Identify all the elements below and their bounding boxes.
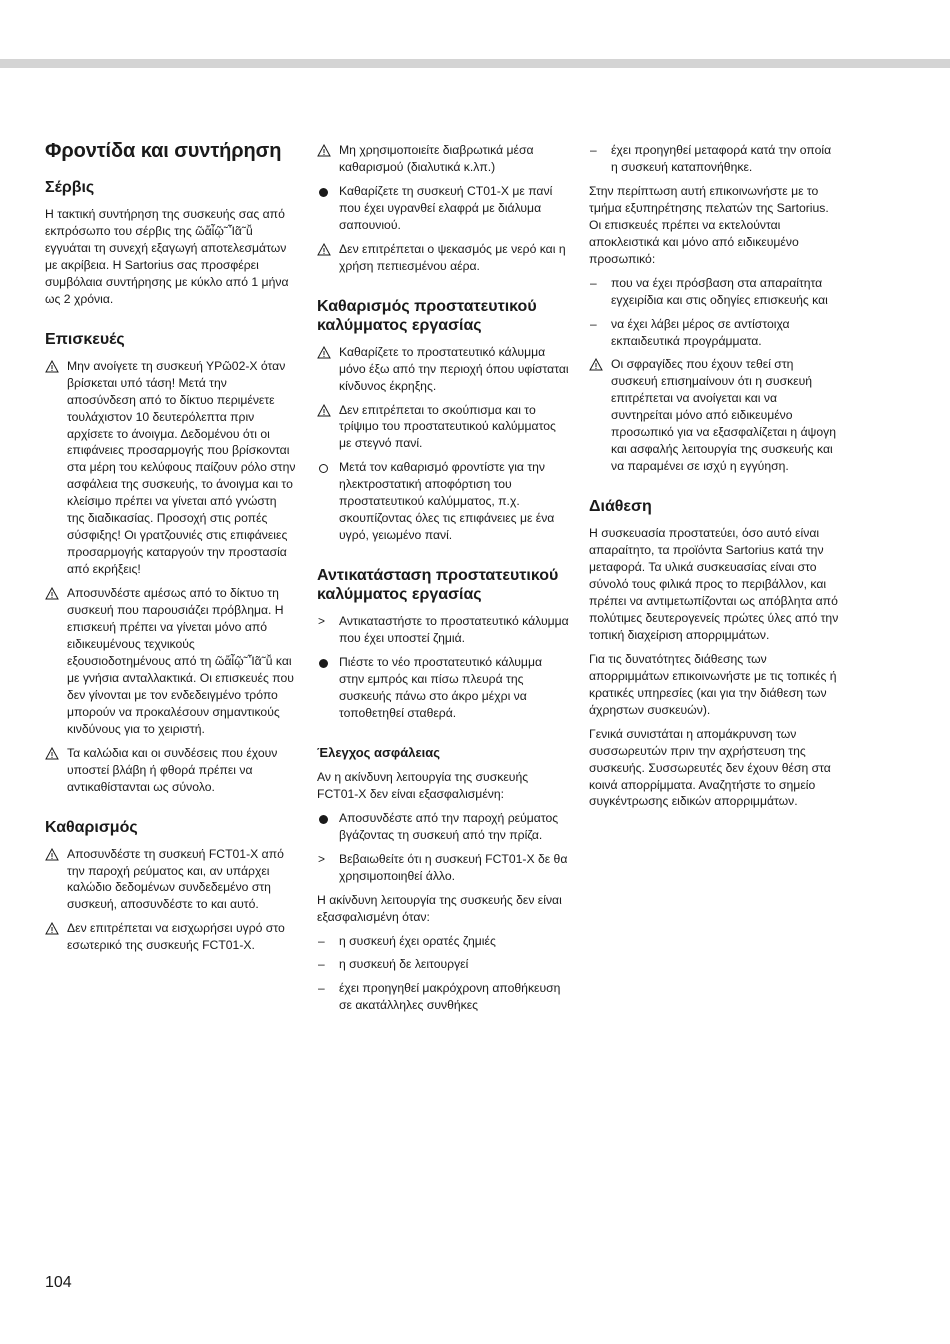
dash-marker: – xyxy=(590,316,597,331)
list-item xyxy=(317,851,569,885)
warning-icon xyxy=(317,404,331,417)
heading-cover-cleaning: Καθαρισμός προστατευτικού καλύμματος εργασίας xyxy=(317,297,537,334)
warning-icon xyxy=(317,243,331,256)
bullet-icon xyxy=(319,815,328,824)
heading-cleaning: Καθαρισμός xyxy=(45,818,138,836)
list-item-text: έχει προηγηθεί μεταφορά κατά την οποία η συσκευή καταπονήθηκε. xyxy=(611,143,832,174)
arrow-marker: > xyxy=(318,851,326,866)
heading-cover-replacement: Αντικατάσταση προστατευτικού καλύμματος εργασίας xyxy=(317,567,559,604)
list-item-text: Οι σφραγίδες που έχουν τεθεί στη συσκευή επισημαίνουν ότι η συσκευή επιτρέπεται να ανοίγεται και να συντηρείται μόνο από ειδικευμένο προσωπικό για να εξασφαλίζεται η άψογη και ασφαλής λειτουργία της συσκευής και να παραμένει σε ισχύ η εγγύηση. xyxy=(611,357,836,474)
safety-intro-2: Η ακίνδυνη λειτουργία της συσκευής δεν είναι εξασφαλισμένη όταν: xyxy=(317,892,562,924)
contact-text: Στην περίπτωση αυτή επικοινωνήστε με το τμήμα εξυπηρέτησης πελατών της Sartorius. Οι επισκευές πρέπει να εκτελούνται αποκλειστικά και μόνο από ειδικευμένο προσωπικό: xyxy=(589,183,829,266)
heading-safety-check: Έλεγχος ασφάλειας xyxy=(317,744,440,760)
list-item xyxy=(589,316,841,350)
list-item-text: Τα καλώδια και οι συνδέσεις που έχουν υποστεί βλάβη ή φθορά πρέπει να αντικαθίστανται ως σύνολο. xyxy=(67,745,278,794)
list-item-text: Αντικαταστήστε το προστατευτικό κάλυμμα που έχει υποστεί ζημιά. xyxy=(339,614,569,646)
service-text: Η τακτική συντήρηση της συσκευής σας από εκπρόσωπο του σέρβις της ῶἄἶῷ˜Ἶᾶ˜ǚ εγγυάται τη συνεχή εξαγωγή αποτελεσμάτων με ακρίβεια. Η Sartorius σας προσφέρει συμβόλαια συντήρησης με κύκλο από 1 μήνα ως 2 χρόνια. xyxy=(45,207,289,306)
dash-marker: – xyxy=(590,143,597,157)
list-item xyxy=(317,956,569,973)
circle-icon xyxy=(319,464,328,473)
disposal-paragraph: Γενικά συνιστάται η απομάκρυνση των συσσωρευτών πριν την αχρήστευση της συσκευής. Συσσωρευτές δεν έχουν θέση στα κοινά απορρίμματα. Αναζητήστε το σημείο συγκέντρωσης ειδικών απορριμμάτων. xyxy=(589,726,831,809)
list-item xyxy=(317,241,569,275)
list-item-text: Δεν επιτρέπεται το σκούπισμα και το τρίψιμο του προστατευτικού καλύμματος με στεγνό πανί. xyxy=(339,402,556,451)
list-item-text: Μη χρησιμοποιείτε διαβρωτικά μέσα καθαρισμού (διαλυτικά κ.λπ.) xyxy=(339,143,534,174)
page-title: Φροντίδα και συντήρηση xyxy=(45,140,282,162)
warning-icon xyxy=(45,747,59,760)
list-item xyxy=(45,846,297,914)
column-3 xyxy=(589,142,841,817)
list-item xyxy=(317,142,569,176)
bullet-icon xyxy=(319,659,328,668)
list-item-text: Πιέστε το νέο προστατευτικό κάλυμμα στην εμπρός και πίσω πλευρά της συσκευής πάνω στο άκρο μέχρι να τοποθετηθεί σταθερά. xyxy=(339,655,543,720)
column-1 xyxy=(45,138,297,961)
dash-marker: – xyxy=(318,933,325,948)
page-number: 104 xyxy=(45,1274,72,1291)
list-item xyxy=(45,585,297,738)
list-item-text: η συσκευή δε λειτουργεί xyxy=(339,957,469,972)
list-item xyxy=(317,344,569,395)
top-rule xyxy=(0,59,950,68)
list-item xyxy=(317,459,569,544)
list-item xyxy=(317,980,569,1014)
list-item xyxy=(317,933,569,950)
disposal-paragraph: Η συσκευασία προστατεύει, όσο αυτό είναι απαραίτητο, τα προϊόντα Sartorius κατά την μεταφορά. Τα υλικά συσκευασίας είναι στο σύνολό τους φιλικά προς το περιβάλλον, και πρέπει να αντιμετωπίζονται ως απόβλητα από πολύτιμες δευτερογενείς πρώτες ύλες από την τοπική διαχείριση απορριμμάτων. xyxy=(589,526,839,642)
list-item xyxy=(589,356,841,475)
list-item-text: Καθαρίζετε τη συσκευή ϹΤ01-Χ με πανί που έχει υγρανθεί ελαφρά με διάλυμα σαπουνιού. xyxy=(339,183,553,232)
list-item xyxy=(589,142,841,176)
dash-marker: – xyxy=(318,981,325,996)
dash-marker: – xyxy=(318,957,325,972)
heading-service: Σέρβις xyxy=(45,179,95,196)
warning-icon xyxy=(317,144,331,157)
bullet-icon xyxy=(319,188,328,197)
list-item xyxy=(317,402,569,453)
list-item xyxy=(45,358,297,578)
warning-icon xyxy=(589,358,603,371)
disposal-paragraph: Για τις δυνατότητες διάθεσης των απορριμμάτων επικοινωνήστε με τις τοπικές ή κρατικές υπηρεσίες (και για την διάθεση των άχρηστων συσκευών). xyxy=(589,651,837,717)
list-item xyxy=(45,745,297,796)
list-item xyxy=(589,275,841,309)
warning-icon xyxy=(317,346,331,359)
list-item xyxy=(317,613,569,647)
list-item-text: Καθαρίζετε το προστατευτικό κάλυμμα μόνο έξω από την περιοχή όπου υφίσταται κίνδυνος έκρηξης. xyxy=(339,344,569,393)
list-item-text: η συσκευή έχει ορατές ζημιές xyxy=(339,933,496,948)
heading-disposal: Διάθεση xyxy=(589,498,652,516)
list-item-text: που να έχει πρόσβαση στα απαραίτητα εγχειρίδια και στις οδηγίες επισκευής και xyxy=(611,275,828,307)
warning-icon xyxy=(45,848,59,861)
safety-intro: Αν η ακίνδυνη λειτουργία της συσκευής FCT01-X δεν είναι εξασφαλισμένη: xyxy=(317,769,529,801)
list-item-text: Δεν επιτρέπεται ο ψεκασμός με νερό και η χρήση πεπιεσμένου αέρα. xyxy=(339,241,566,273)
list-item-text: Αποσυνδέστε από την παροχή ρεύματος βγάζοντας τη συσκευή από την πρίζα. xyxy=(339,810,559,842)
list-item-text: Δεν επιτρέπεται να εισχωρήσει υγρό στο εσωτερικό της συσκευής FCT01-X. xyxy=(67,921,285,953)
list-item-text: έχει προηγηθεί μακρόχρονη αποθήκευση σε ακατάλληλες συνθήκες xyxy=(339,981,561,1013)
list-item-text: Βεβαιωθείτε ότι η συσκευή FCT01-X δε θα χρησιμοποιηθεί άλλο. xyxy=(339,851,568,883)
list-item xyxy=(317,654,569,722)
list-item-text: να έχει λάβει μέρος σε αντίστοιχα εκπαιδευτικά προγράμματα. xyxy=(611,316,790,348)
warning-icon xyxy=(45,587,59,600)
list-item-text: Αποσυνδέστε τη συσκευή FCT01-X από την παροχή ρεύματος και, αν υπάρχει καλώδιο δεδομένων συνδεδεμένο στη συσκευή, αποσυνδέστε το και αυτό. xyxy=(67,846,284,912)
list-item-text: Μην ανοίγετε τη συσκευή ΥΡῶ02-Χ όταν βρίσκεται υπό τάση! Μετά την αποσύνδεση από το δίκτυο περιμένετε τουλάχιστον 10 δευτερόλεπτα πριν αρχίσετε το άνοιγμα. Δεδομένου ότι οι επιφάνειες προσαρμογής που βρίσκονται στα μέρη του κελύφους παίζουν ρόλο στην ασφάλεια της συσκευής, το άνοιγμα και το κλείσιμο πρέπει να γίνεται από γνώστη της διαδικασίας. Προσοχή στις ροπές σύσφιξης! Οι γρατζουνιές στις επιφάνειες προσαρμογής καταργούν την προστασία από εκρήξεις! xyxy=(67,358,296,577)
dash-marker: – xyxy=(590,275,597,290)
column-2 xyxy=(317,142,569,1021)
warning-icon xyxy=(45,922,59,935)
arrow-marker: > xyxy=(318,614,326,629)
list-item xyxy=(317,810,569,844)
list-item xyxy=(317,183,569,234)
list-item-text: Αποσυνδέστε αμέσως από το δίκτυο τη συσκευή που παρουσιάζει πρόβλημα. Η επισκευή πρέπει να γίνεται μόνο από ειδικευμένους τεχνικούς εξουσιοδοτημένους από τη ῶἄἶῷ˜Ἶᾶ˜ǚ και με γνήσια ανταλλακτικά. Οι επισκευές που δεν γίνονται με τον ενδεδειγμένο τρόπο μπορούν να προκαλέσουν σημαντικούς κινδύνους για το χειριστή. xyxy=(67,586,294,736)
heading-repairs: Επισκευές xyxy=(45,330,125,348)
list-item-text: Μετά τον καθαρισμό φροντίστε για την ηλεκτροστατική αποφόρτιση του προστατευτικού καλύμματος, π.χ. σκουπίζοντας όλες τις επιφάνειες με ένα υγρό, γειωμένο πανί. xyxy=(339,460,555,543)
list-item xyxy=(45,920,297,954)
warning-icon xyxy=(45,360,59,373)
